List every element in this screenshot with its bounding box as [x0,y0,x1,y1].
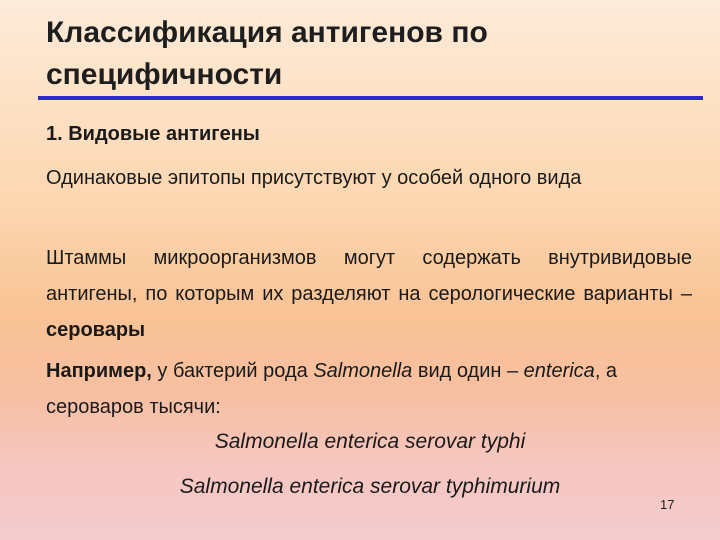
serovar-example-typhimurium: Salmonella enterica serovar typhimurium [179,475,561,498]
example-text-3: , а сероваров тысячи: [46,360,618,418]
paragraph-strains [46,240,692,348]
example-text-1: у бактерий рода [151,360,314,382]
serovar-example-typhi: Salmonella enterica serovar typhi [214,430,526,453]
example-text-2: вид один – [412,360,524,382]
slide-title: Классификация антигенов по специфичности [46,16,488,91]
example-lead: Например, [46,360,152,382]
paragraph-example [46,353,692,425]
species-name: enterica [523,360,595,382]
paragraph-strains-text: Штаммы микроорганизмов могут содержать внутривидовые антигены, по которым их разделяют на серологические варианты – [46,247,692,305]
paragraph-species-epitopes: Одинаковые эпитопы присутствуют у особей одного вида [46,167,582,189]
genus-name: Salmonella [313,360,413,382]
section-heading: 1. Видовые антигены [46,123,260,145]
title-underline [38,96,703,100]
page-number: 17 [660,497,675,512]
serovars-term: серовары [46,319,146,341]
